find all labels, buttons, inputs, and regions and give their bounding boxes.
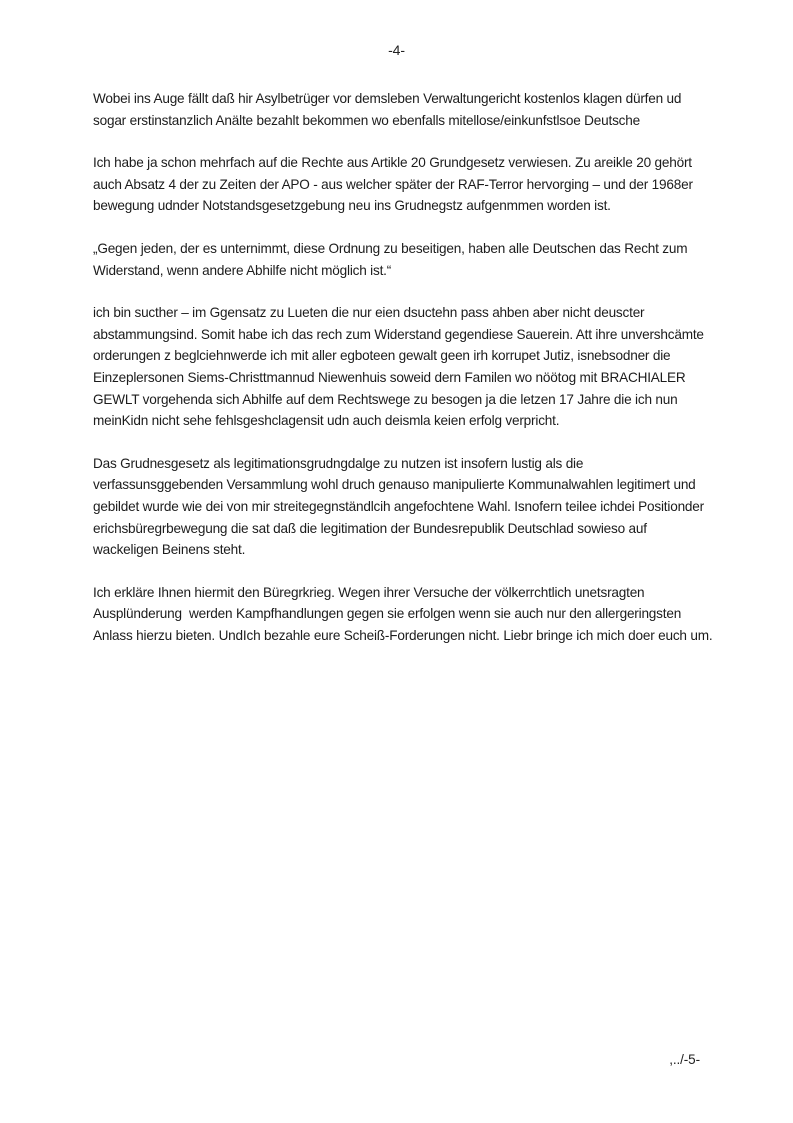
document-body: [93, 88, 715, 667]
paragraph-zitat-widerstand: „Gegen jeden, der es unternimmt, diese Ordnung zu beseitigen, haben alle Deutschen das Recht zum Widerstand, wenn andere Abhilfe nicht möglich ist.“: [93, 240, 691, 278]
paragraph-asylbetrueger: Wobei ins Auge fällt daß hir Asylbetrüger vor demsleben Verwaltungericht kostenlos klagen dürfen ud sogar erstinstanzlich Anälte bezahlt bekommen wo ebenfalls mitellose/einkunfstlsoe Deutsche: [93, 91, 685, 128]
page-footer-next-page: ,../-5-: [669, 1052, 700, 1067]
paragraph-kriegserklaerung: Ich erkläre Ihnen hiermit den Büregrkrieg. Wegen ihrer Versuche der völkerrchtlich unetsragten Ausplünderung werden Kampfhandlungen gegen sie erfolgen wenn sie auch nur den allergeringsten Anlass hierzu bieten. UndIch bezahle eure Scheiß-Forderungen nicht. Liebr bringe ich mich doer euch um.: [93, 584, 713, 643]
paragraph-grundgesetz-legitimation: Das Grudnesgesetz als legitimationsgrudngdalge zu nutzen ist insofern lustig als die verfassunsggebenden Versammlung wohl druch genauso manipulierte Kommunalwahlen legitimert und gebildet wurde wie dei von mir streitegegnständlcih angefochtene Wahl. Isnofern teilee ichdei Positionder erichsbüregrbewegung die sat daß die legitimation der Bundesrepublik Deutschlad sowieso auf wackeligen Beinens steht.: [93, 455, 708, 558]
paragraph-widerstandsrecht: ich bin sucther – im Ggensatz zu Lueten die nur eien dsuctehn pass ahben aber nicht deuscter abstammungsind. Somit habe ich das rech zum Widerstand gegendiese Sauerein. Att ihre unvershcämte orderungen z beglciehnwerde ich mit aller egboteen gewalt geen irh korrupet Jutiz, isnebsodner die Einzeplersonen Siems-Christtmannud Niewenhuis soweid dern Familen wo nöötog mit BRACHIALER GEWLT vorgehenda sich Abhilfe auf dem Rechtswege zu besogen ja die letzen 17 Jahre die ich nun meinKidn nicht sehe fehlsgeshclagensit udn auch deismla keien erfolg verpricht.: [93, 305, 708, 429]
paragraph-artikel-20: Ich habe ja schon mehrfach auf die Rechte aus Artikle 20 Grundgesetz verwiesen. Zu areikle 20 gehört auch Absatz 4 der zu Zeiten der APO - aus welcher später der RAF-Terror hervorging – und der 1968er bewegung udnder Notstandsgesetzgebung neu ins Grudnegstz aufgenmmen worden ist.: [93, 155, 697, 214]
page-number-header: -4-: [388, 42, 405, 58]
